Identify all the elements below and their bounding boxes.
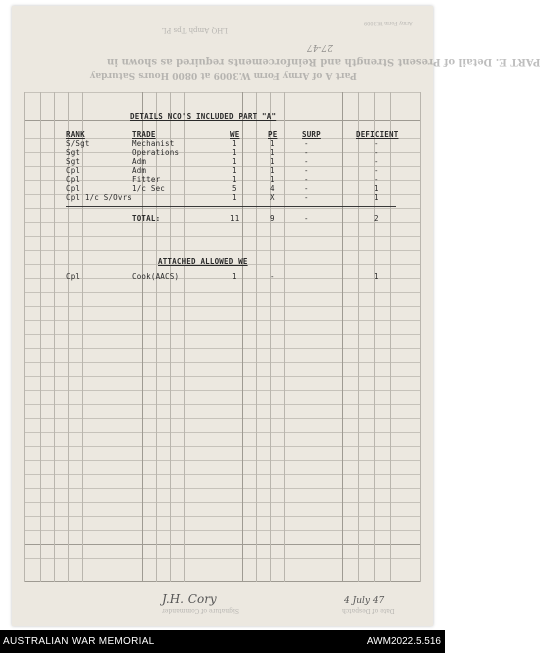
- row-rank: Cpl: [66, 166, 81, 175]
- row-surp: -: [304, 184, 309, 193]
- row-we: 1: [232, 157, 237, 166]
- commander-signature: J.H. Cory: [162, 592, 217, 606]
- column-header-rank: RANK: [66, 130, 85, 139]
- row-deficient: -: [374, 166, 379, 175]
- attached-deficient: 1: [374, 272, 379, 281]
- row-trade: Fitter: [132, 175, 161, 184]
- row-deficient: -: [374, 175, 379, 184]
- total-we: 11: [230, 214, 240, 223]
- column-header-pe: PE: [268, 130, 278, 139]
- row-pe: 1: [270, 148, 275, 157]
- attached-trade: Cook(AACS): [132, 272, 180, 281]
- row-pe: 1: [270, 139, 275, 148]
- part-title: PART E. Detail of Present Strength and Reinforcements required as shown in: [107, 56, 540, 67]
- row-we: 1: [232, 139, 237, 148]
- row-we: 5: [232, 184, 237, 193]
- archive-id: AWM2022.5.516: [366, 636, 441, 647]
- row-deficient: 1: [374, 184, 379, 193]
- row-we: 1: [232, 166, 237, 175]
- row-pe: 4: [270, 184, 275, 193]
- column-header-surp: SURP: [302, 130, 321, 139]
- row-surp: -: [304, 139, 309, 148]
- row-deficient: -: [374, 139, 379, 148]
- total-pe: 9: [270, 214, 275, 223]
- row-deficient: 1: [374, 193, 379, 202]
- row-surp: -: [304, 148, 309, 157]
- signature-caption: Signature of Commander: [162, 607, 239, 614]
- column-header-we: WE: [230, 130, 240, 139]
- form-grid: [24, 92, 421, 582]
- attached-pe: -: [270, 272, 275, 281]
- row-rank: S/Sgt: [66, 139, 90, 148]
- handwritten-date-top: 27-47: [307, 42, 333, 52]
- date-caption: Date of Despatch: [342, 607, 395, 614]
- row-surp: -: [304, 166, 309, 175]
- row-rank: Cpl: [66, 184, 81, 193]
- column-header-trade: TRADE: [132, 130, 156, 139]
- row-surp: -: [304, 175, 309, 184]
- attached-rank: Cpl: [66, 272, 81, 281]
- row-trade: Adm: [132, 157, 147, 166]
- unit-line: LHQ Amph Tps PL: [162, 26, 228, 34]
- column-header-deficient: DEFICIENT: [356, 130, 399, 139]
- row-rank: Cpl 1/c S/Ovrs: [66, 193, 133, 202]
- total-surp: -: [304, 214, 309, 223]
- row-trade: Mechanist: [132, 139, 175, 148]
- total-rule: [66, 206, 396, 207]
- row-trade: 1/c Sec: [132, 184, 166, 193]
- row-pe: 1: [270, 175, 275, 184]
- row-rank: Sgt: [66, 148, 81, 157]
- row-we: 1: [232, 193, 237, 202]
- row-pe: 1: [270, 157, 275, 166]
- attached-we: 1: [232, 272, 237, 281]
- row-deficient: -: [374, 148, 379, 157]
- row-pe: X: [270, 193, 275, 202]
- handwritten-date-bottom: 4 July 47: [344, 596, 385, 606]
- total-deficient: 2: [374, 214, 379, 223]
- total-label: TOTAL:: [132, 214, 161, 223]
- row-we: 1: [232, 175, 237, 184]
- row-rank: Sgt: [66, 157, 81, 166]
- row-pe: 1: [270, 166, 275, 175]
- row-rank: Cpl: [66, 175, 81, 184]
- row-deficient: -: [374, 157, 379, 166]
- row-trade: Adm: [132, 166, 147, 175]
- archive-name: AUSTRALIAN WAR MEMORIAL: [3, 636, 155, 647]
- archive-footer: [0, 630, 445, 653]
- form-reference: Army Form W.3009: [364, 20, 413, 26]
- document-page: [12, 6, 540, 626]
- section-title: DETAILS NCO'S INCLUDED PART "A": [130, 112, 277, 121]
- attached-title: ATTACHED ALLOWED WE: [158, 257, 248, 266]
- row-trade: Operations: [132, 148, 180, 157]
- row-surp: -: [304, 193, 309, 202]
- row-surp: -: [304, 157, 309, 166]
- row-we: 1: [232, 148, 237, 157]
- part-subtitle: Part A of Army Form W.3009 at 0800 Hours Saturday: [90, 70, 357, 80]
